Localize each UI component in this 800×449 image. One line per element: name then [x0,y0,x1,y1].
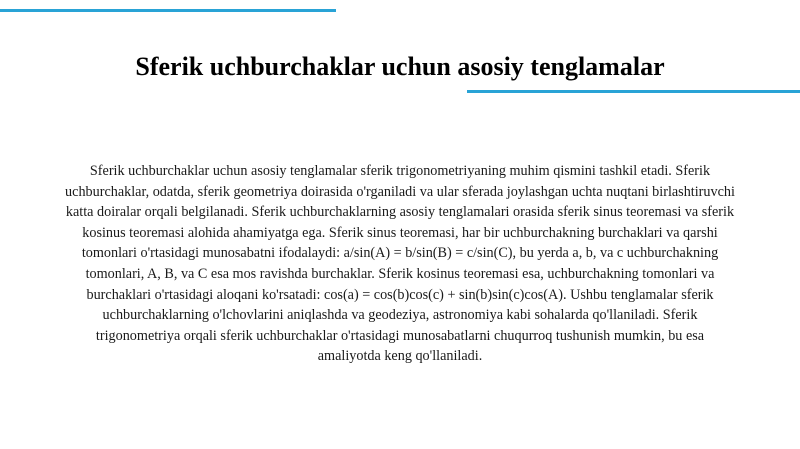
title-underline-accent-bar [467,90,800,93]
top-accent-bar [0,9,336,12]
slide-body-text: Sferik uchburchaklar uchun asosiy tenglamalar sferik trigonometriyaning muhim qismini tashkil etadi. Sferik uchburchaklar, odatda, sferik geometriya doirasida o'rganiladi va ular sferada joylashgan uchta nuqtani birlashtiruvchi katta doiralar orqali belgilanadi. Sferik uchburchaklarning asosiy tenglamalari orasida sferik sinus teoremasi va sferik kosinus teoremasi alohida ahamiyatga ega. Sferik sinus teoremasi, har bir uchburchakning burchaklari va qarshi tomonlari o'rtasidagi munosabatni ifodalaydi: a/sin(A) = b/sin(B) = c/sin(C), bu yerda a, b, va c uchburchakning tomonlari, A, B, va C esa mos ravishda burchaklar. Sferik kosinus teoremasi esa, uchburchakning tomonlari va burchaklari o'rtasidagi aloqani ko'rsatadi: cos(a) = cos(b)cos(c) + sin(b)sin(c)cos(A). Ushbu tenglamalar sferik uchburchaklarning o'lchovlarini aniqlashda va geodeziya, astronomiya kabi sohalarda qo'llaniladi. Sferik trigonometriya orqali sferik uchburchaklar o'rtasidagi munosabatlarni chuqurroq tushunish mumkin, bu esa amaliyotda keng qo'llaniladi. [65,163,735,365]
slide-title: Sferik uchburchaklar uchun asosiy tenglamalar [135,52,665,81]
